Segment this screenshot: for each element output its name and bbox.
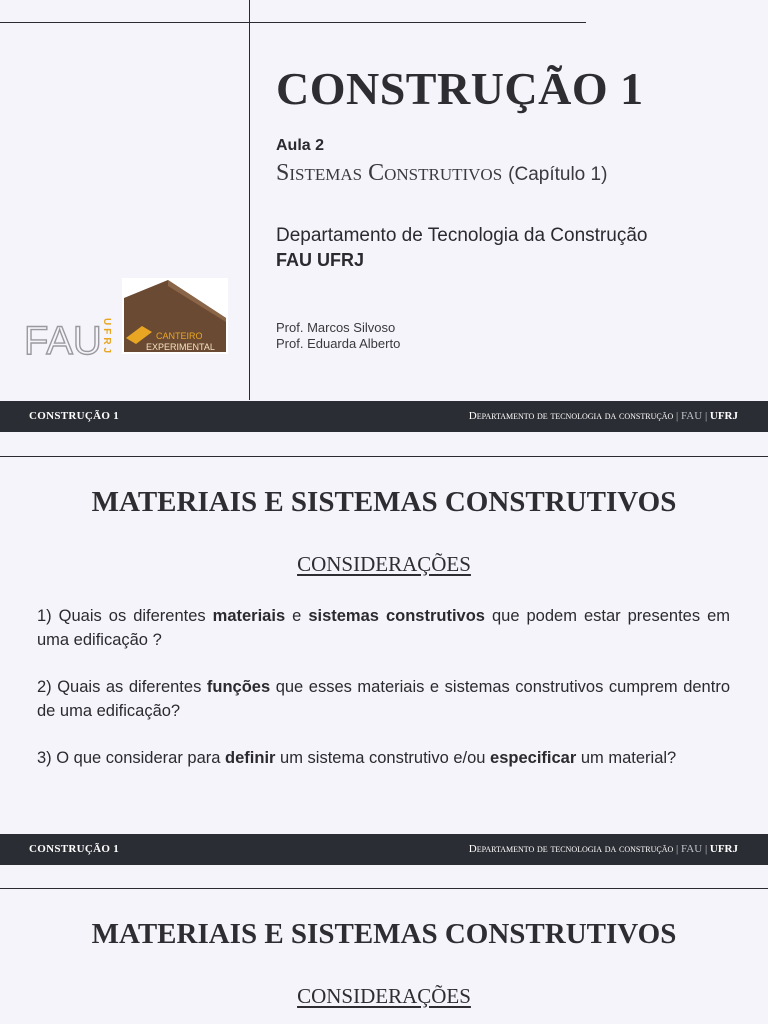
footer-ufrj: UFRJ (709, 410, 738, 422)
footer-separator: | (704, 843, 708, 855)
lesson-number: Aula 2 (276, 137, 325, 154)
footer-fau: FAU (680, 410, 703, 422)
vertical-rule (249, 0, 250, 400)
slide3-title: MATERIAIS E SISTEMAS CONSTRUTIVOS (91, 918, 677, 950)
footer-ufrj: UFRJ (709, 843, 738, 855)
slide2-section-heading: CONSIDERAÇÕES (297, 552, 471, 576)
question-3 (37, 746, 730, 770)
footer-separator: | (704, 410, 708, 422)
question-text: que esses materiais e sistemas construtivos cumprem dentro de uma edificação? (37, 678, 730, 720)
subtitle-chapter: (Capítulo 1) (508, 164, 608, 185)
footer-dept-text: Departamento de tecnologia da construção (468, 410, 674, 422)
slide2-title: MATERIAIS E SISTEMAS CONSTRUTIVOS (91, 486, 677, 518)
question-emphasis: funções (206, 678, 271, 696)
question-1 (37, 604, 730, 652)
footer-bar (0, 401, 768, 432)
course-title: CONSTRUÇÃO 1 (276, 63, 644, 114)
footer-separator: | (676, 410, 679, 422)
footer-course: CONSTRUÇÃO 1 (29, 410, 120, 422)
slide3-section-heading: CONSIDERAÇÕES (297, 984, 471, 1008)
footer-dept-text: Departamento de tecnologia da construção (468, 843, 674, 855)
footer-separator: | (676, 843, 679, 855)
professor-1: Prof. Marcos Silvoso (276, 320, 396, 335)
footer-fau: FAU (680, 843, 703, 855)
professor-2: Prof. Eduarda Alberto (276, 336, 401, 351)
canteiro-experimental-logo (122, 278, 228, 354)
fau-ufrj-logo (24, 314, 114, 360)
question-emphasis: definir (225, 749, 276, 767)
footer-course: CONSTRUÇÃO 1 (29, 843, 120, 855)
question-text: um material? (576, 749, 677, 767)
lesson-subtitle (276, 160, 607, 187)
footer-bar (0, 834, 768, 865)
question-emphasis: sistemas construtivos (308, 607, 485, 625)
question-text: 1) Quais os diferentes (37, 607, 213, 625)
department-name: Departamento de Tecnologia da Construção (276, 225, 648, 246)
fau-logo-text: FAU (24, 319, 102, 360)
footer-department (469, 410, 738, 422)
ufrj-logo-text: UFRJ (101, 318, 112, 357)
question-text: 2) Quais as diferentes (37, 678, 207, 696)
slide-divider (0, 456, 768, 457)
question-emphasis: especificar (490, 749, 577, 767)
subtitle-text: Sistemas Construtivos (276, 160, 503, 186)
question-text: que podem estar presentes em uma edificação ? (37, 607, 731, 649)
top-rule (0, 22, 586, 23)
canteiro-text-line2: EXPERIMENTAL (146, 342, 215, 352)
canteiro-text-line1: CANTEIRO (156, 331, 203, 341)
footer-department (469, 843, 738, 855)
question-text: 3) O que considerar para (37, 749, 226, 767)
question-2 (37, 675, 730, 723)
slide-divider (0, 888, 768, 889)
title-slide (0, 0, 768, 432)
question-text: e (285, 607, 309, 625)
question-emphasis: materiais (212, 607, 286, 625)
institution-name: FAU UFRJ (276, 250, 365, 270)
question-text: um sistema construtivo e/ou (275, 749, 491, 767)
